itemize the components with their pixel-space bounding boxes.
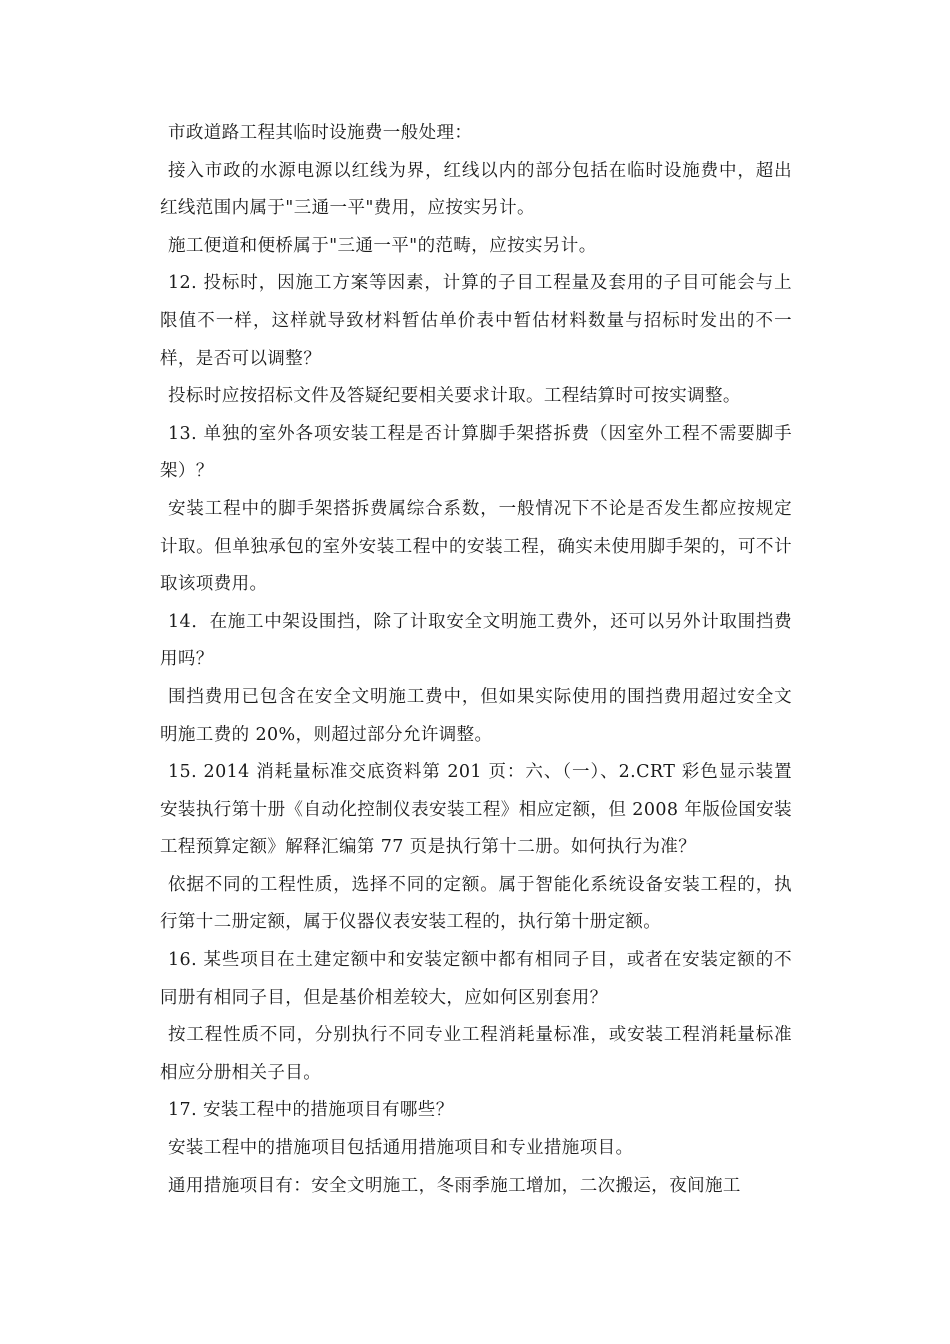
question-15: 15. 2014 消耗量标准交底资料第 201 页：六、（一）、2.CRT 彩色显示装置安装执行第十册《自动化控制仪表安装工程》相应定额，但 2008 年版俭国安装工程预算定额》解释汇编第 77 页是执行第十二册。如何执行为准？ xyxy=(160,762,792,858)
answer-12: 投标时应按招标文件及答疑纪要相关要求计取。工程结算时可按实调整。 xyxy=(168,386,741,407)
paragraph-access-road: 施工便道和便桥属于"三通一平"的范畴，应按实另计。 xyxy=(168,235,597,256)
paragraph-general-measures: 通用措施项目有：安全文明施工，冬雨季施工增加，二次搬运，夜间施工 xyxy=(168,1175,741,1196)
answer-15: 依据不同的工程性质，选择不同的定额。属于智能化系统设备安装工程的，执行第十二册定额，属于仪器仪表安装工程的，执行第十册定额。 xyxy=(160,874,792,933)
paragraph-water-power-boundary: 接入市政的水源电源以红线为界，红线以内的部分包括在临时设施费中，超出红线范围内属于"三通一平"费用，应按实另计。 xyxy=(160,160,792,219)
answer-14: 围挡费用已包含在安全文明施工费中，但如果实际使用的围挡费用超过安全文明施工费的 20%，则超过部分允许调整。 xyxy=(160,686,792,745)
answer-16: 按工程性质不同，分别执行不同专业工程消耗量标准，或安装工程消耗量标准相应分册相关子目。 xyxy=(160,1025,792,1083)
question-12: 12. 投标时，因施工方案等因素，计算的子目工程量及套用的子目可能会与上限值不一样，这样就导致材料暂估单价表中暂估材料数量与招标时发出的不一样，是否可以调整？ xyxy=(160,273,792,369)
question-16: 16. 某些项目在土建定额中和安装定额中都有相同子目，或者在安装定额的不同册有相同子目，但是基价相差较大，应如何区别套用？ xyxy=(160,950,792,1008)
question-17: 17. 安装工程中的措施项目有哪些？ xyxy=(168,1100,454,1121)
answer-13: 安装工程中的脚手架搭拆费属综合系数，一般情况下不论是否发生都应按规定计取。但单独承包的室外安装工程中的安装工程，确实未使用脚手架的，可不计取该项费用。 xyxy=(160,498,792,595)
paragraph-temp-facility-heading: 市政道路工程其临时设施费一般处理： xyxy=(168,123,473,143)
question-13: 13. 单独的室外各项安装工程是否计算脚手架搭拆费（因室外工程不需要脚手架）？ xyxy=(160,423,792,482)
document-body xyxy=(160,115,792,1205)
question-14: 14．在施工中架设围挡，除了计取安全文明施工费外，还可以另外计取围挡费用吗？ xyxy=(160,611,792,670)
answer-17: 安装工程中的措施项目包括通用措施项目和专业措施项目。 xyxy=(168,1138,634,1159)
